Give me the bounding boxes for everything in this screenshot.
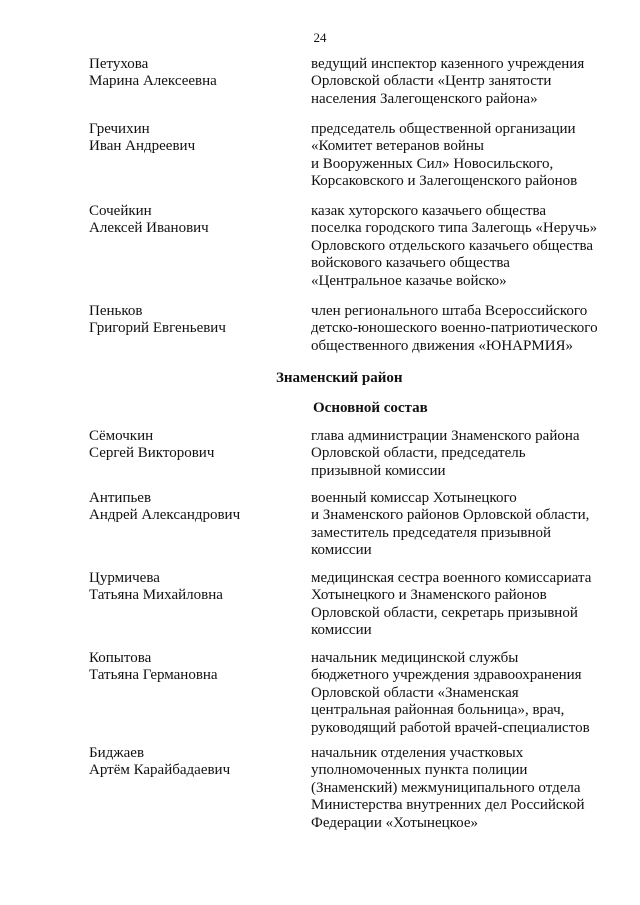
role-line: и Знаменского районов Орловской области, [311,507,590,524]
role-line: центральная районная больница», врач, [311,702,565,719]
role-line: «Центральное казачье войско» [311,272,507,289]
role-line: комиссии [311,622,372,639]
page-number: 24 [313,30,327,45]
given-names: Григорий Евгеньевич [89,320,226,337]
role-line: войскового казачьего общества [311,255,510,272]
given-names: Андрей Александрович [89,507,241,524]
role-line: Орловской области, секретарь призывной [311,604,578,621]
given-names: Артём Карайбадаевич [89,762,231,779]
person-name [89,570,299,605]
person-name [89,650,299,685]
role-line: медицинская сестра военного комиссариата [311,570,592,586]
role-line: начальник медицинской службы [311,650,519,666]
role-line: Хотынецкого и Знаменского районов [311,587,547,604]
person-role [311,121,621,191]
role-line: детско-юношеского военно-патриотического [311,320,598,337]
role-line: казак хуторского казачьего общества [311,203,547,219]
role-line: бюджетного учреждения здравоохранения [311,667,582,684]
given-names: Сергей Викторович [89,445,215,462]
role-line: призывной комиссии [311,462,446,479]
given-names: Татьяна Германовна [89,667,218,684]
role-line: глава администрации Знаменского района [311,428,580,444]
person-name [89,428,299,463]
role-line: Орловской области «Знаменская [311,684,519,701]
surname: Сёмочкин [89,428,154,444]
role-line: Министерства внутренних дел Российской [311,797,585,814]
role-line: и Вооруженных Сил» Новосильского, [311,155,554,172]
person-name [89,121,299,156]
surname: Антипьев [89,490,152,506]
person-role [311,303,621,355]
role-line: начальник отделения участковых [311,745,524,761]
surname: Копытова [89,650,152,666]
role-line: член регионального штаба Всероссийского [311,303,588,319]
person-role [311,428,621,480]
surname: Петухова [89,56,149,72]
given-names: Иван Андреевич [89,138,196,155]
person-name [89,303,299,338]
surname: Сочейкин [89,203,152,219]
role-line: Федерации «Хотынецкое» [311,814,478,831]
role-line: военный комиссар Хотынецкого [311,490,517,506]
role-line: председатель общественной организации [311,121,576,137]
surname: Гречихин [89,121,150,137]
person-role [311,203,621,290]
person-role [311,490,621,560]
role-line: (Знаменский) межмуниципального отдела [311,779,581,796]
role-line: руководящий работой врачей-специалистов [311,719,590,736]
role-line: уполномоченных пункта полиции [311,762,528,779]
role-line: Орловского отдельского казачьего общества [311,237,594,254]
given-names: Татьяна Михайловна [89,587,223,604]
section-title: Знаменский район [276,370,403,386]
surname: Биджаев [89,745,145,761]
person-role [311,745,621,832]
role-line: ведущий инспектор казенного учреждения [311,56,585,72]
person-role [311,56,621,108]
role-line: Орловской области «Центр занятости [311,73,552,90]
role-line: комиссии [311,542,372,559]
person-name [89,745,299,780]
person-role [311,570,621,640]
person-role [311,650,621,737]
role-line: поселка городского типа Залегощь «Неручь» [311,220,598,237]
role-line: «Комитет ветеранов войны [311,138,485,155]
role-line: общественного движения «ЮНАРМИЯ» [311,337,574,354]
surname: Пеньков [89,303,143,319]
role-line: Орловской области, председатель [311,445,526,462]
surname: Цурмичева [89,570,160,586]
role-line: населения Залегощенского района» [311,90,538,107]
person-name [89,56,299,91]
person-name [89,203,299,238]
subsection-title: Основной состав [313,400,428,416]
given-names: Алексей Иванович [89,220,209,237]
person-name [89,490,299,525]
role-line: заместитель председателя призывной [311,524,551,541]
role-line: Корсаковского и Залегощенского районов [311,173,578,190]
given-names: Марина Алексеевна [89,73,217,90]
